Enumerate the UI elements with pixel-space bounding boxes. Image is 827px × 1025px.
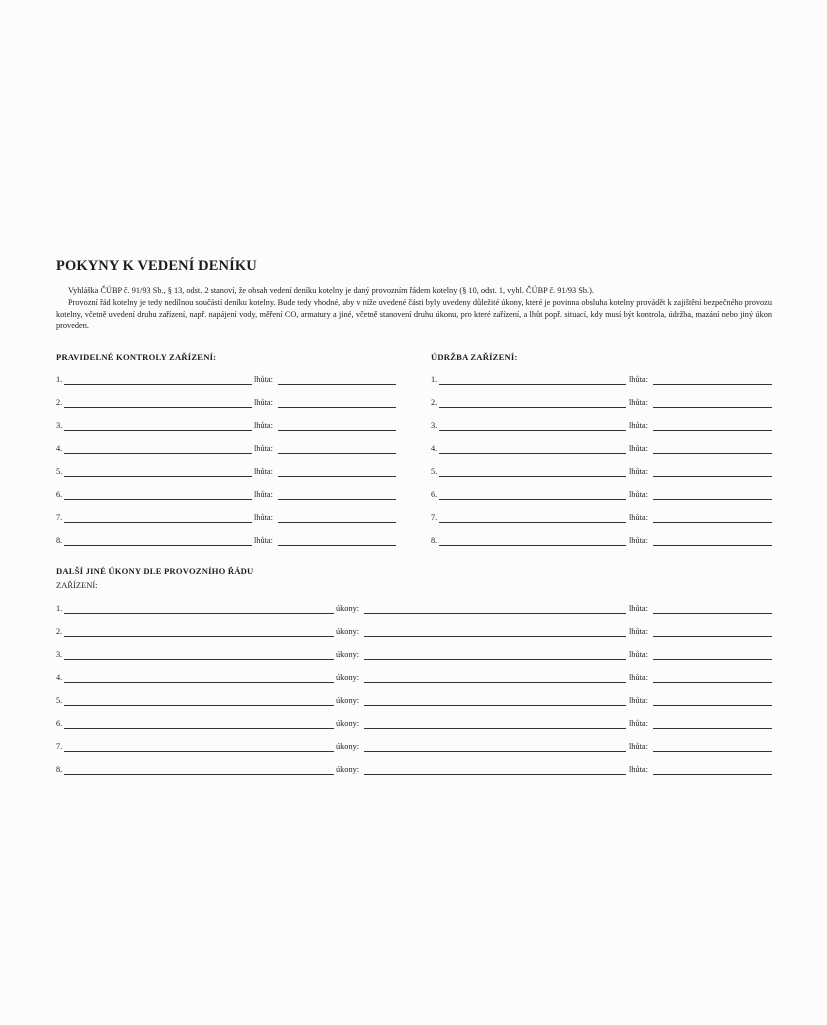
dalsi-equipment-field[interactable]	[64, 751, 334, 752]
udrzba-item-field[interactable]	[439, 499, 626, 500]
dalsi-deadline-label: lhůta:	[629, 627, 648, 636]
kontroly-deadline-label: lhůta:	[254, 513, 273, 522]
dalsi-row	[0, 673, 827, 685]
dalsi-deadline-label: lhůta:	[629, 696, 648, 705]
dalsi-row	[0, 627, 827, 639]
dalsi-deadline-label: lhůta:	[629, 650, 648, 659]
dalsi-row	[0, 742, 827, 754]
udrzba-item-field[interactable]	[439, 384, 626, 385]
udrzba-deadline-label: lhůta:	[629, 421, 648, 430]
udrzba-row	[0, 513, 827, 525]
dalsi-deadline-field[interactable]	[653, 659, 772, 660]
udrzba-row-number: 7.	[431, 513, 438, 522]
dalsi-equipment-field[interactable]	[64, 682, 334, 683]
dalsi-row	[0, 696, 827, 708]
udrzba-deadline-label: lhůta:	[629, 467, 648, 476]
dalsi-deadline-field[interactable]	[653, 751, 772, 752]
dalsi-row-number: 1.	[56, 604, 63, 613]
kontroly-row-number: 1.	[56, 375, 63, 384]
dalsi-tasks-field[interactable]	[364, 705, 626, 706]
kontroly-row-number: 4.	[56, 444, 63, 453]
dalsi-tasks-label: úkony:	[336, 627, 360, 636]
udrzba-deadline-field[interactable]	[653, 430, 772, 431]
udrzba-row	[0, 375, 827, 387]
kontroly-deadline-label: lhůta:	[254, 398, 273, 407]
kontroly-row-number: 5.	[56, 467, 63, 476]
udrzba-row	[0, 398, 827, 410]
udrzba-item-field[interactable]	[439, 522, 626, 523]
udrzba-deadline-field[interactable]	[653, 407, 772, 408]
dalsi-tasks-field[interactable]	[364, 751, 626, 752]
dalsi-equipment-field[interactable]	[64, 636, 334, 637]
udrzba-item-field[interactable]	[439, 545, 626, 546]
udrzba-deadline-label: lhůta:	[629, 444, 648, 453]
udrzba-row	[0, 490, 827, 502]
udrzba-deadline-field[interactable]	[653, 384, 772, 385]
dalsi-deadline-field[interactable]	[653, 728, 772, 729]
section-heading-kontroly: PRAVIDELNÉ KONTROLY ZAŘÍZENÍ:	[56, 352, 217, 362]
udrzba-deadline-field[interactable]	[653, 476, 772, 477]
kontroly-row-number: 7.	[56, 513, 63, 522]
dalsi-tasks-label: úkony:	[336, 719, 360, 728]
udrzba-row-number: 4.	[431, 444, 438, 453]
dalsi-equipment-field[interactable]	[64, 705, 334, 706]
dalsi-row-number: 5.	[56, 696, 63, 705]
dalsi-tasks-label: úkony:	[336, 696, 360, 705]
udrzba-deadline-field[interactable]	[653, 453, 772, 454]
dalsi-tasks-label: úkony:	[336, 604, 360, 613]
dalsi-tasks-field[interactable]	[364, 613, 626, 614]
udrzba-item-field[interactable]	[439, 407, 626, 408]
udrzba-deadline-field[interactable]	[653, 499, 772, 500]
section-heading-dalsi: DALŠÍ JINÉ ÚKONY DLE PROVOZNÍHO ŘÁDU	[56, 566, 254, 576]
udrzba-row	[0, 444, 827, 456]
dalsi-tasks-field[interactable]	[364, 636, 626, 637]
udrzba-row-number: 6.	[431, 490, 438, 499]
dalsi-equipment-field[interactable]	[64, 659, 334, 660]
dalsi-row-number: 4.	[56, 673, 63, 682]
udrzba-row-number: 3.	[431, 421, 438, 430]
udrzba-row	[0, 536, 827, 548]
udrzba-row-number: 1.	[431, 375, 438, 384]
kontroly-row-number: 3.	[56, 421, 63, 430]
dalsi-row-number: 3.	[56, 650, 63, 659]
dalsi-deadline-label: lhůta:	[629, 742, 648, 751]
dalsi-equipment-field[interactable]	[64, 774, 334, 775]
dalsi-deadline-label: lhůta:	[629, 604, 648, 613]
section-subheading-zarizeni: ZAŘÍZENÍ:	[56, 580, 98, 590]
dalsi-tasks-field[interactable]	[364, 659, 626, 660]
dalsi-row-number: 7.	[56, 742, 63, 751]
dalsi-deadline-field[interactable]	[653, 613, 772, 614]
udrzba-deadline-label: lhůta:	[629, 490, 648, 499]
section-heading-udrzba: ÚDRŽBA ZAŘÍZENÍ:	[431, 352, 518, 362]
udrzba-row	[0, 421, 827, 433]
dalsi-tasks-field[interactable]	[364, 682, 626, 683]
dalsi-tasks-label: úkony:	[336, 765, 360, 774]
kontroly-deadline-label: lhůta:	[254, 467, 273, 476]
kontroly-deadline-label: lhůta:	[254, 490, 273, 499]
udrzba-row	[0, 467, 827, 479]
udrzba-row-number: 5.	[431, 467, 438, 476]
udrzba-item-field[interactable]	[439, 453, 626, 454]
page-title: POKYNY K VEDENÍ DENÍKU	[56, 258, 257, 274]
dalsi-tasks-field[interactable]	[364, 774, 626, 775]
dalsi-deadline-field[interactable]	[653, 705, 772, 706]
kontroly-deadline-label: lhůta:	[254, 444, 273, 453]
kontroly-row-number: 6.	[56, 490, 63, 499]
intro-paragraph-1: Vyhláška ČÚBP č. 91/93 Sb., § 13, odst. 2 stanoví, že obsah vedení deníku kotelny je daný provozním řádem kotelny (§ 10, odst. 1, vyhl. ČÚBP č. 91/93 Sb.).	[68, 286, 594, 295]
dalsi-deadline-label: lhůta:	[629, 765, 648, 774]
dalsi-equipment-field[interactable]	[64, 613, 334, 614]
kontroly-row-number: 2.	[56, 398, 63, 407]
udrzba-row-number: 2.	[431, 398, 438, 407]
dalsi-deadline-label: lhůta:	[629, 719, 648, 728]
dalsi-row	[0, 604, 827, 616]
dalsi-row	[0, 650, 827, 662]
kontroly-deadline-label: lhůta:	[254, 536, 273, 545]
dalsi-row-number: 8.	[56, 765, 63, 774]
dalsi-row-number: 2.	[56, 627, 63, 636]
dalsi-deadline-field[interactable]	[653, 636, 772, 637]
udrzba-deadline-label: lhůta:	[629, 398, 648, 407]
udrzba-deadline-field[interactable]	[653, 545, 772, 546]
udrzba-deadline-label: lhůta:	[629, 536, 648, 545]
dalsi-row	[0, 719, 827, 731]
dalsi-row-number: 6.	[56, 719, 63, 728]
dalsi-deadline-label: lhůta:	[629, 673, 648, 682]
dalsi-row	[0, 765, 827, 777]
kontroly-row-number: 8.	[56, 536, 63, 545]
dalsi-tasks-label: úkony:	[336, 650, 360, 659]
dalsi-tasks-field[interactable]	[364, 728, 626, 729]
intro-paragraph-2: Provozní řád kotelny je tedy nedílnou součástí deníku kotelny. Bude tedy vhodné, aby v níže uvedené části byly uvedeny důležité úkony, které je povinna obsluha kotelny provádět k zajištění bezpečného provozu kotelny, včetně uvedení druhu zařízení, např. napájení vody, měření CO, armatury a jiné, včetně stanovení druhu úkonu, pro které zařízení, a lhůt popř. situací, kdy musí být kontrola, údržba, mazání nebo jiný úkon proveden.	[56, 297, 772, 331]
udrzba-deadline-label: lhůta:	[629, 375, 648, 384]
udrzba-deadline-field[interactable]	[653, 522, 772, 523]
udrzba-deadline-label: lhůta:	[629, 513, 648, 522]
kontroly-deadline-label: lhůta:	[254, 421, 273, 430]
dalsi-equipment-field[interactable]	[64, 728, 334, 729]
dalsi-tasks-label: úkony:	[336, 673, 360, 682]
udrzba-item-field[interactable]	[439, 476, 626, 477]
udrzba-row-number: 8.	[431, 536, 438, 545]
udrzba-item-field[interactable]	[439, 430, 626, 431]
dalsi-deadline-field[interactable]	[653, 774, 772, 775]
kontroly-deadline-label: lhůta:	[254, 375, 273, 384]
dalsi-tasks-label: úkony:	[336, 742, 360, 751]
dalsi-deadline-field[interactable]	[653, 682, 772, 683]
intro-text	[56, 285, 772, 332]
